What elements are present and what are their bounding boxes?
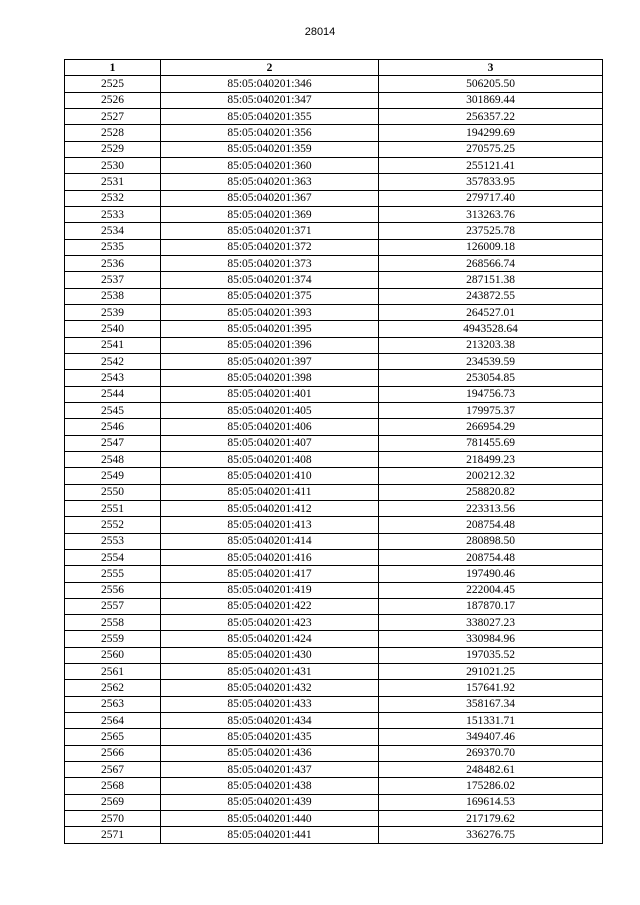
table-row xyxy=(65,468,603,484)
value-cell: 291021.25 xyxy=(379,664,603,680)
cadastral-number-cell: 85:05:040201:363 xyxy=(161,174,379,190)
cadastral-number-cell: 85:05:040201:432 xyxy=(161,680,379,696)
table-row xyxy=(65,549,603,565)
cadastral-number-cell: 85:05:040201:412 xyxy=(161,500,379,516)
value-cell: 243872.55 xyxy=(379,288,603,304)
row-number-cell: 2553 xyxy=(65,533,161,549)
cadastral-number-cell: 85:05:040201:436 xyxy=(161,745,379,761)
table-row xyxy=(65,337,603,353)
value-cell: 169614.53 xyxy=(379,794,603,810)
cadastral-number-cell: 85:05:040201:393 xyxy=(161,304,379,320)
value-cell: 506205.50 xyxy=(379,76,603,92)
value-cell: 218499.23 xyxy=(379,451,603,467)
value-cell: 280898.50 xyxy=(379,533,603,549)
row-number-cell: 2539 xyxy=(65,304,161,320)
row-number-cell: 2540 xyxy=(65,321,161,337)
table-row xyxy=(65,517,603,533)
row-number-cell: 2548 xyxy=(65,451,161,467)
table-row xyxy=(65,664,603,680)
cadastral-number-cell: 85:05:040201:398 xyxy=(161,370,379,386)
row-number-cell: 2530 xyxy=(65,157,161,173)
cadastral-number-cell: 85:05:040201:369 xyxy=(161,206,379,222)
row-number-cell: 2571 xyxy=(65,827,161,843)
value-cell: 200212.32 xyxy=(379,468,603,484)
value-cell: 256357.22 xyxy=(379,108,603,124)
row-number-cell: 2558 xyxy=(65,615,161,631)
cadastral-number-cell: 85:05:040201:424 xyxy=(161,631,379,647)
row-number-cell: 2559 xyxy=(65,631,161,647)
value-cell: 222004.45 xyxy=(379,582,603,598)
cadastral-number-cell: 85:05:040201:416 xyxy=(161,549,379,565)
row-number-cell: 2562 xyxy=(65,680,161,696)
row-number-cell: 2566 xyxy=(65,745,161,761)
cadastral-number-cell: 85:05:040201:423 xyxy=(161,615,379,631)
value-cell: 208754.48 xyxy=(379,517,603,533)
table-row xyxy=(65,386,603,402)
row-number-cell: 2565 xyxy=(65,729,161,745)
cadastral-number-cell: 85:05:040201:405 xyxy=(161,402,379,418)
row-number-cell: 2545 xyxy=(65,402,161,418)
cadastral-number-cell: 85:05:040201:441 xyxy=(161,827,379,843)
value-cell: 264527.01 xyxy=(379,304,603,320)
cadastral-number-cell: 85:05:040201:401 xyxy=(161,386,379,402)
row-number-cell: 2526 xyxy=(65,92,161,108)
value-cell: 179975.37 xyxy=(379,402,603,418)
cadastral-number-cell: 85:05:040201:411 xyxy=(161,484,379,500)
table-row xyxy=(65,125,603,141)
table-row xyxy=(65,190,603,206)
value-cell: 248482.61 xyxy=(379,762,603,778)
cadastral-number-cell: 85:05:040201:414 xyxy=(161,533,379,549)
cadastral-number-cell: 85:05:040201:438 xyxy=(161,778,379,794)
cadastral-number-cell: 85:05:040201:372 xyxy=(161,239,379,255)
value-cell: 157641.92 xyxy=(379,680,603,696)
row-number-cell: 2542 xyxy=(65,353,161,369)
row-number-cell: 2569 xyxy=(65,794,161,810)
row-number-cell: 2564 xyxy=(65,713,161,729)
value-cell: 151331.71 xyxy=(379,713,603,729)
cadastral-number-cell: 85:05:040201:346 xyxy=(161,76,379,92)
column-header-2: 2 xyxy=(161,60,379,76)
row-number-cell: 2534 xyxy=(65,223,161,239)
table-row xyxy=(65,696,603,712)
value-cell: 194299.69 xyxy=(379,125,603,141)
column-header-1: 1 xyxy=(65,60,161,76)
table-row xyxy=(65,108,603,124)
row-number-cell: 2544 xyxy=(65,386,161,402)
table-row xyxy=(65,272,603,288)
table-row xyxy=(65,370,603,386)
table-row xyxy=(65,615,603,631)
cadastral-number-cell: 85:05:040201:435 xyxy=(161,729,379,745)
cadastral-number-cell: 85:05:040201:408 xyxy=(161,451,379,467)
value-cell: 258820.82 xyxy=(379,484,603,500)
table-row xyxy=(65,582,603,598)
row-number-cell: 2527 xyxy=(65,108,161,124)
value-cell: 269370.70 xyxy=(379,745,603,761)
table-row xyxy=(65,223,603,239)
table-row xyxy=(65,288,603,304)
table-row xyxy=(65,419,603,435)
cadastral-number-cell: 85:05:040201:413 xyxy=(161,517,379,533)
row-number-cell: 2546 xyxy=(65,419,161,435)
value-cell: 330984.96 xyxy=(379,631,603,647)
cadastral-number-cell: 85:05:040201:417 xyxy=(161,566,379,582)
value-cell: 4943528.64 xyxy=(379,321,603,337)
value-cell: 266954.29 xyxy=(379,419,603,435)
row-number-cell: 2533 xyxy=(65,206,161,222)
table-row xyxy=(65,827,603,843)
value-cell: 336276.75 xyxy=(379,827,603,843)
value-cell: 126009.18 xyxy=(379,239,603,255)
table-body xyxy=(65,76,603,843)
row-number-cell: 2536 xyxy=(65,255,161,271)
row-number-cell: 2525 xyxy=(65,76,161,92)
value-cell: 175286.02 xyxy=(379,778,603,794)
row-number-cell: 2552 xyxy=(65,517,161,533)
table-row xyxy=(65,435,603,451)
value-cell: 270575.25 xyxy=(379,141,603,157)
value-cell: 223313.56 xyxy=(379,500,603,516)
row-number-cell: 2567 xyxy=(65,762,161,778)
cadastral-number-cell: 85:05:040201:406 xyxy=(161,419,379,435)
value-cell: 781455.69 xyxy=(379,435,603,451)
table-row xyxy=(65,92,603,108)
cadastral-number-cell: 85:05:040201:395 xyxy=(161,321,379,337)
cadastral-number-cell: 85:05:040201:347 xyxy=(161,92,379,108)
table-row xyxy=(65,157,603,173)
cadastral-number-cell: 85:05:040201:419 xyxy=(161,582,379,598)
table-row xyxy=(65,713,603,729)
cadastral-number-cell: 85:05:040201:410 xyxy=(161,468,379,484)
table-row xyxy=(65,745,603,761)
table-row xyxy=(65,484,603,500)
table-row xyxy=(65,141,603,157)
cadastral-number-cell: 85:05:040201:355 xyxy=(161,108,379,124)
value-cell: 358167.34 xyxy=(379,696,603,712)
value-cell: 237525.78 xyxy=(379,223,603,239)
row-number-cell: 2531 xyxy=(65,174,161,190)
value-cell: 213203.38 xyxy=(379,337,603,353)
cadastral-number-cell: 85:05:040201:439 xyxy=(161,794,379,810)
cadastral-number-cell: 85:05:040201:359 xyxy=(161,141,379,157)
row-number-cell: 2549 xyxy=(65,468,161,484)
cadastral-number-cell: 85:05:040201:433 xyxy=(161,696,379,712)
table-row xyxy=(65,566,603,582)
cadastral-number-cell: 85:05:040201:371 xyxy=(161,223,379,239)
cadastral-number-cell: 85:05:040201:374 xyxy=(161,272,379,288)
cadastral-number-cell: 85:05:040201:434 xyxy=(161,713,379,729)
cadastral-number-cell: 85:05:040201:375 xyxy=(161,288,379,304)
value-cell: 279717.40 xyxy=(379,190,603,206)
value-cell: 268566.74 xyxy=(379,255,603,271)
table-row xyxy=(65,598,603,614)
table-row xyxy=(65,402,603,418)
table-row xyxy=(65,304,603,320)
value-cell: 287151.38 xyxy=(379,272,603,288)
table-row xyxy=(65,680,603,696)
cadastral-number-cell: 85:05:040201:397 xyxy=(161,353,379,369)
value-cell: 187870.17 xyxy=(379,598,603,614)
table-row xyxy=(65,451,603,467)
row-number-cell: 2543 xyxy=(65,370,161,386)
value-cell: 349407.46 xyxy=(379,729,603,745)
page-number: 28014 xyxy=(304,26,336,38)
cadastral-number-cell: 85:05:040201:440 xyxy=(161,811,379,827)
cadastral-number-cell: 85:05:040201:437 xyxy=(161,762,379,778)
value-cell: 194756.73 xyxy=(379,386,603,402)
row-number-cell: 2563 xyxy=(65,696,161,712)
value-cell: 197490.46 xyxy=(379,566,603,582)
row-number-cell: 2555 xyxy=(65,566,161,582)
table-row xyxy=(65,206,603,222)
value-cell: 197035.52 xyxy=(379,647,603,663)
table-row xyxy=(65,321,603,337)
cadastral-number-cell: 85:05:040201:396 xyxy=(161,337,379,353)
table-row xyxy=(65,255,603,271)
table-row xyxy=(65,239,603,255)
table-row xyxy=(65,76,603,92)
table-header-row xyxy=(65,60,603,76)
cadastral-number-cell: 85:05:040201:356 xyxy=(161,125,379,141)
row-number-cell: 2541 xyxy=(65,337,161,353)
cadastral-number-cell: 85:05:040201:430 xyxy=(161,647,379,663)
row-number-cell: 2535 xyxy=(65,239,161,255)
cadastral-number-cell: 85:05:040201:407 xyxy=(161,435,379,451)
row-number-cell: 2560 xyxy=(65,647,161,663)
value-cell: 338027.23 xyxy=(379,615,603,631)
row-number-cell: 2538 xyxy=(65,288,161,304)
row-number-cell: 2556 xyxy=(65,582,161,598)
data-table xyxy=(64,59,603,844)
row-number-cell: 2561 xyxy=(65,664,161,680)
value-cell: 217179.62 xyxy=(379,811,603,827)
row-number-cell: 2528 xyxy=(65,125,161,141)
row-number-cell: 2532 xyxy=(65,190,161,206)
value-cell: 208754.48 xyxy=(379,549,603,565)
row-number-cell: 2550 xyxy=(65,484,161,500)
row-number-cell: 2547 xyxy=(65,435,161,451)
cadastral-number-cell: 85:05:040201:422 xyxy=(161,598,379,614)
row-number-cell: 2554 xyxy=(65,549,161,565)
table-row xyxy=(65,500,603,516)
value-cell: 255121.41 xyxy=(379,157,603,173)
table-row xyxy=(65,174,603,190)
table-row xyxy=(65,631,603,647)
table-row xyxy=(65,533,603,549)
table-row xyxy=(65,811,603,827)
row-number-cell: 2551 xyxy=(65,500,161,516)
value-cell: 253054.85 xyxy=(379,370,603,386)
table-row xyxy=(65,353,603,369)
table-row xyxy=(65,647,603,663)
table-row xyxy=(65,729,603,745)
value-cell: 301869.44 xyxy=(379,92,603,108)
value-cell: 313263.76 xyxy=(379,206,603,222)
column-header-3: 3 xyxy=(379,60,603,76)
row-number-cell: 2557 xyxy=(65,598,161,614)
table-row xyxy=(65,778,603,794)
cadastral-number-cell: 85:05:040201:373 xyxy=(161,255,379,271)
row-number-cell: 2537 xyxy=(65,272,161,288)
row-number-cell: 2568 xyxy=(65,778,161,794)
table-row xyxy=(65,762,603,778)
value-cell: 234539.59 xyxy=(379,353,603,369)
row-number-cell: 2529 xyxy=(65,141,161,157)
table-row xyxy=(65,794,603,810)
cadastral-number-cell: 85:05:040201:431 xyxy=(161,664,379,680)
cadastral-number-cell: 85:05:040201:367 xyxy=(161,190,379,206)
row-number-cell: 2570 xyxy=(65,811,161,827)
value-cell: 357833.95 xyxy=(379,174,603,190)
cadastral-number-cell: 85:05:040201:360 xyxy=(161,157,379,173)
